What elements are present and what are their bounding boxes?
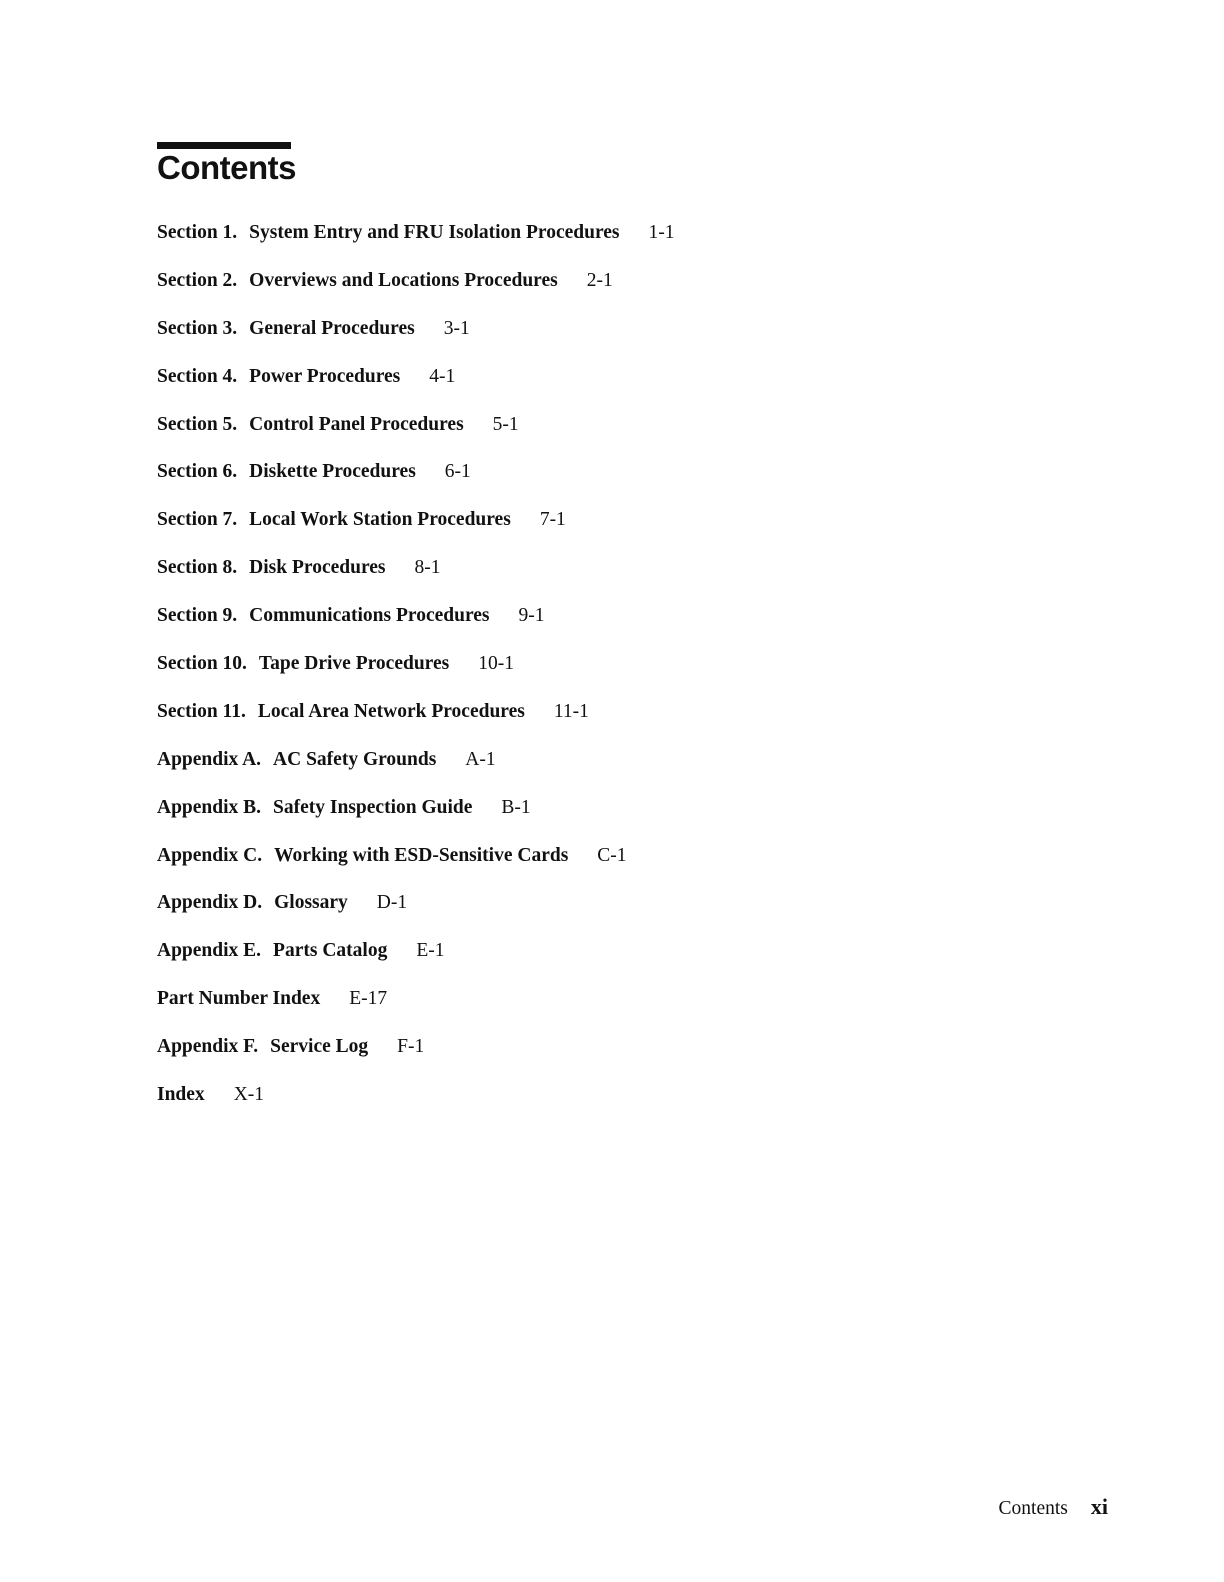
toc-entry-page: 4-1	[429, 365, 456, 387]
toc-entry-page: A-1	[465, 748, 496, 770]
toc-entry-title: Power Procedures	[249, 365, 401, 387]
toc-entry[interactable]	[157, 937, 1057, 985]
toc-entry[interactable]	[157, 363, 1057, 411]
footer-label: Contents	[998, 1498, 1068, 1519]
toc-entry-label: Section 5.	[157, 413, 238, 435]
toc-entry[interactable]	[157, 458, 1057, 506]
toc-entry-label: Appendix B.	[157, 796, 262, 818]
toc-entry-page: 9-1	[518, 605, 545, 627]
toc-entry-title: Overviews and Locations Procedures	[249, 269, 558, 291]
toc-entry-label: Section 2.	[157, 269, 238, 291]
footer-page-number: xi	[1090, 1494, 1108, 1519]
toc-entry[interactable]	[157, 794, 1057, 842]
toc-entry[interactable]	[157, 842, 1057, 890]
toc-entry-label: Section 11.	[157, 700, 246, 722]
toc-entry[interactable]	[157, 698, 1057, 746]
toc-entry[interactable]	[157, 506, 1057, 554]
toc-entry-page: F-1	[397, 1036, 425, 1058]
toc-entry-title: Glossary	[274, 892, 348, 914]
toc-entry-label: Section 3.	[157, 317, 238, 339]
toc-entry-page: 8-1	[414, 557, 441, 579]
toc-entry-page: 7-1	[539, 509, 566, 531]
toc-entry-title: Communications Procedures	[249, 605, 490, 627]
toc-entry-label: Section 4.	[157, 365, 238, 387]
toc-entry[interactable]	[157, 889, 1057, 937]
toc-entry-title: Service Log	[270, 1036, 369, 1058]
toc-entry-title: Disk Procedures	[249, 557, 386, 579]
toc-entry-label: Section 1.	[157, 222, 238, 243]
toc-entry-page: 10-1	[478, 653, 514, 675]
toc-entry-page: 3-1	[443, 317, 470, 339]
toc-entry-title: Index	[157, 1084, 205, 1106]
toc-entry-label: Appendix D.	[157, 892, 263, 914]
toc-entry-title: Parts Catalog	[273, 940, 388, 962]
table-of-contents	[157, 219, 1057, 1129]
toc-entry-title: Tape Drive Procedures	[258, 653, 450, 675]
toc-entry-label: Appendix E.	[157, 940, 262, 962]
toc-entry-page: C-1	[597, 844, 627, 866]
toc-entry[interactable]	[157, 746, 1057, 794]
toc-entry-page: 1-1	[648, 222, 675, 243]
toc-entry[interactable]	[157, 1081, 1057, 1129]
toc-entry-title: Working with ESD-Sensitive Cards	[274, 844, 569, 866]
toc-entry-label: Appendix F.	[157, 1036, 259, 1058]
toc-entry-page: 6-1	[444, 461, 471, 483]
toc-entry-page: B-1	[501, 796, 531, 818]
toc-entry[interactable]	[157, 411, 1057, 459]
toc-entry-page: X-1	[233, 1084, 265, 1106]
toc-entry-label: Section 6.	[157, 461, 238, 483]
toc-entry-page: 5-1	[492, 413, 519, 435]
toc-entry-title: General Procedures	[249, 317, 415, 339]
toc-entry[interactable]	[157, 985, 1057, 1033]
toc-entry-label: Section 10.	[157, 653, 247, 675]
toc-entry-page: 2-1	[586, 269, 613, 291]
toc-entry-title: AC Safety Grounds	[273, 748, 437, 770]
toc-entry-title: Local Work Station Procedures	[249, 509, 511, 531]
toc-entry[interactable]	[157, 602, 1057, 650]
toc-entry[interactable]	[157, 650, 1057, 698]
toc-entry-label: Section 7.	[157, 509, 238, 531]
toc-entry[interactable]	[157, 554, 1057, 602]
toc-entry-title: Diskette Procedures	[249, 461, 416, 483]
toc-entry-title: Control Panel Procedures	[249, 413, 464, 435]
toc-entry-title: Local Area Network Procedures	[257, 700, 525, 722]
toc-entry-title: System Entry and FRU Isolation Procedures	[249, 222, 620, 243]
toc-entry-title: Safety Inspection Guide	[273, 796, 473, 818]
toc-entry-page: D-1	[376, 892, 408, 914]
toc-entry-label: Section 9.	[157, 605, 238, 627]
toc-entry-title: Part Number Index	[157, 988, 321, 1010]
toc-entry-page: E-17	[349, 988, 388, 1010]
toc-entry[interactable]	[157, 315, 1057, 363]
toc-entry[interactable]	[157, 267, 1057, 315]
toc-entry[interactable]	[157, 1033, 1057, 1081]
toc-entry-label: Appendix A.	[157, 748, 262, 770]
toc-entry-page: 11-1	[553, 700, 589, 722]
toc-entry-page: E-1	[416, 940, 445, 962]
toc-entry[interactable]	[157, 219, 1057, 267]
page-footer	[999, 1494, 1108, 1520]
toc-entry-label: Appendix C.	[157, 844, 263, 866]
toc-entry-label: Section 8.	[157, 557, 238, 579]
page-title: Contents	[157, 149, 296, 186]
